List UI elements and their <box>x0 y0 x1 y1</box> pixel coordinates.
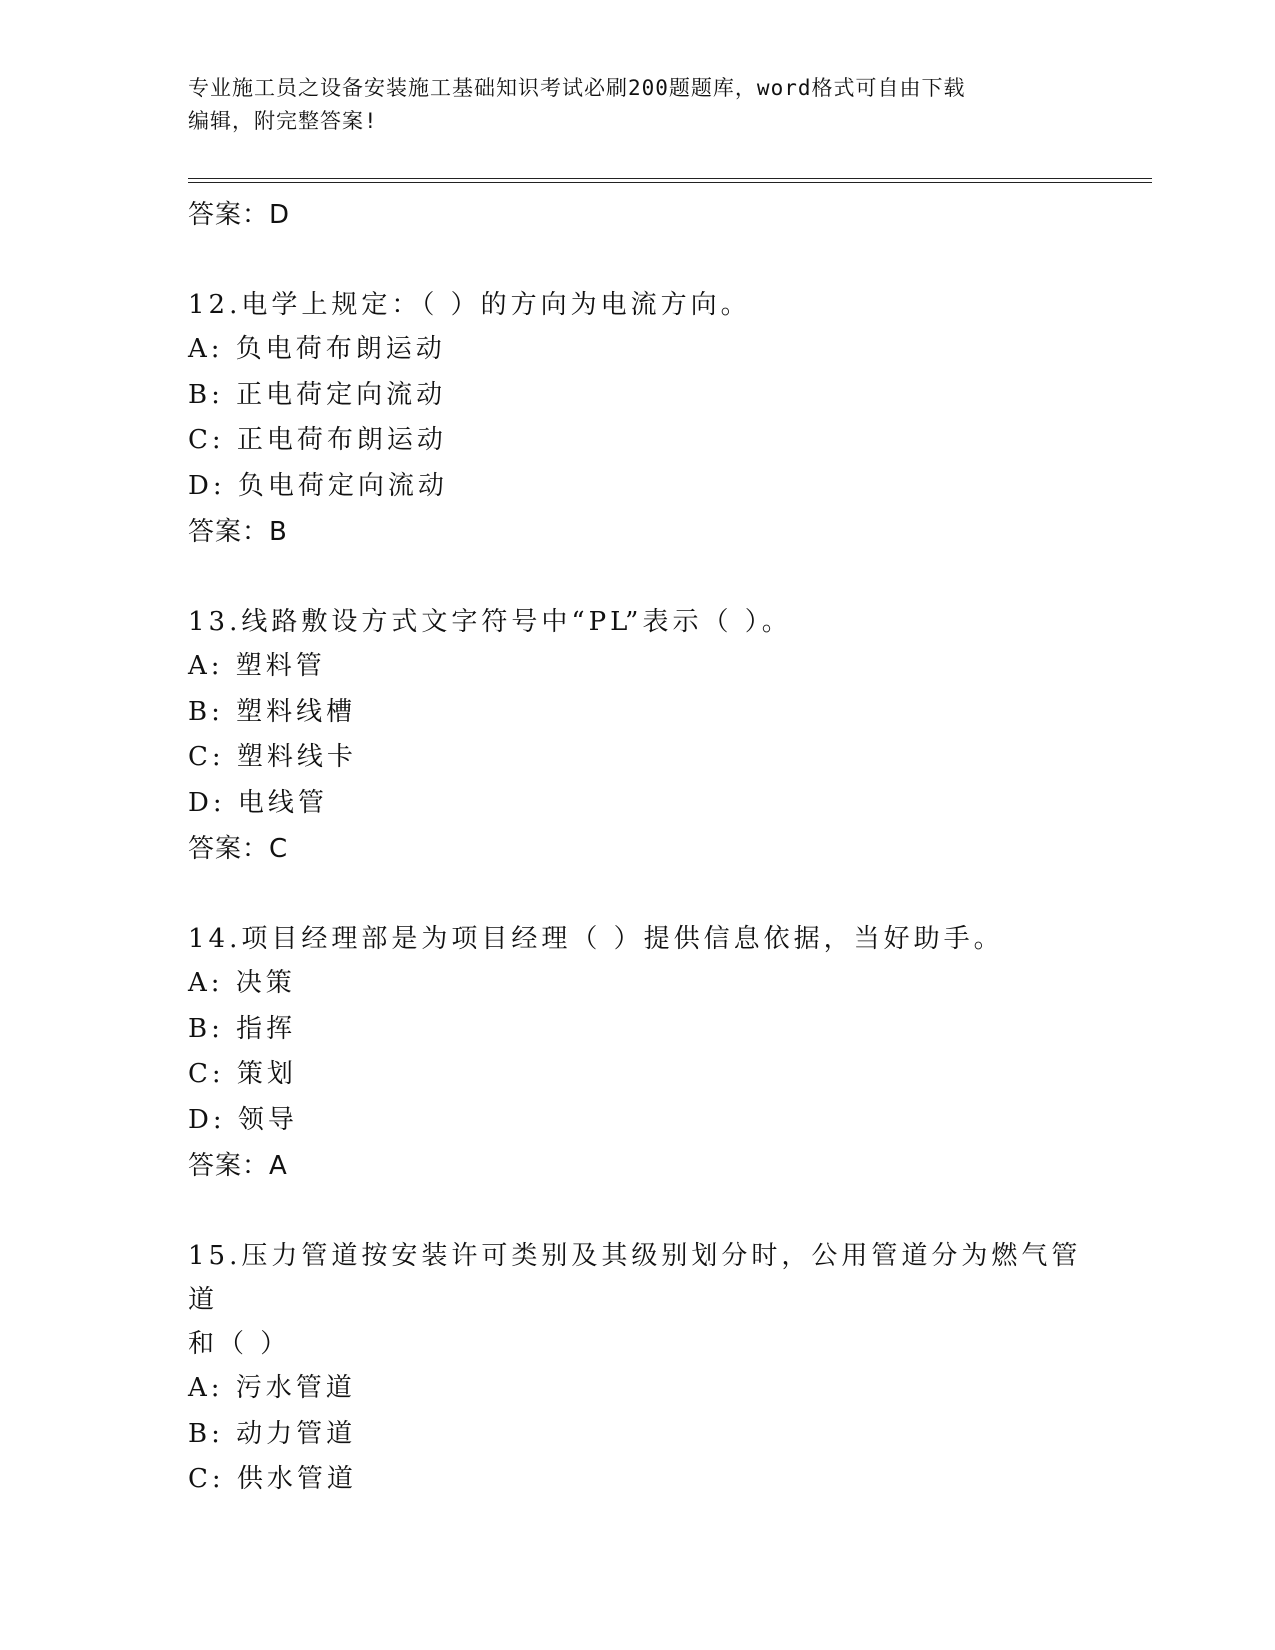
header-divider-top <box>188 178 1152 179</box>
document-header <box>188 72 1088 138</box>
question-block-13 <box>188 600 1148 872</box>
option-b: B: 正电荷定向流动 <box>188 379 447 410</box>
question-text: 13.线路敷设方式文字符号中“PL”表示（ ）。 <box>188 607 792 637</box>
option-b: B: 指挥 <box>188 1013 297 1044</box>
option-d: D: 负电荷定向流动 <box>188 470 448 501</box>
option-a: A: 决策 <box>188 968 296 998</box>
answer-line: 答案：C <box>188 834 289 864</box>
answer-line: 答案：B <box>188 517 288 547</box>
header-line-2: 编辑，附完整答案! <box>188 109 378 133</box>
question-text-line-1: 15.压力管道按安装许可类别及其级别划分时，公用管道分为燃气管道 <box>188 1241 1082 1315</box>
question-text: 12.电学上规定：（ ）的方向为电流方向。 <box>188 290 751 320</box>
option-b: B: 动力管道 <box>188 1418 357 1449</box>
answer-line: 答案：A <box>188 1151 288 1181</box>
header-divider-bottom <box>188 182 1152 183</box>
question-list <box>188 192 1148 1503</box>
option-c: C: 塑料线卡 <box>188 742 357 772</box>
option-c: C: 供水管道 <box>188 1464 357 1494</box>
option-a: A: 塑料管 <box>188 651 326 681</box>
option-d: D: 电线管 <box>188 787 328 818</box>
question-text-line-2: 和（ ） <box>188 1329 291 1359</box>
option-d: D: 领导 <box>188 1104 298 1135</box>
option-a: A: 污水管道 <box>188 1373 356 1403</box>
question-block-15 <box>188 1234 1148 1503</box>
option-b: B: 塑料线槽 <box>188 696 357 727</box>
question-block-12 <box>188 283 1148 555</box>
answer-line: 答案：D <box>188 200 291 230</box>
option-a: A: 负电荷布朗运动 <box>188 334 446 364</box>
option-c: C: 正电荷布朗运动 <box>188 425 447 455</box>
question-block-14 <box>188 917 1148 1189</box>
question-text: 14.项目经理部是为项目经理（ ）提供信息依据，当好助手。 <box>188 924 1004 954</box>
option-c: C: 策划 <box>188 1059 297 1089</box>
header-line-1: 专业施工员之设备安装施工基础知识考试必刷200题题库，word格式可自由下载 <box>188 76 966 100</box>
